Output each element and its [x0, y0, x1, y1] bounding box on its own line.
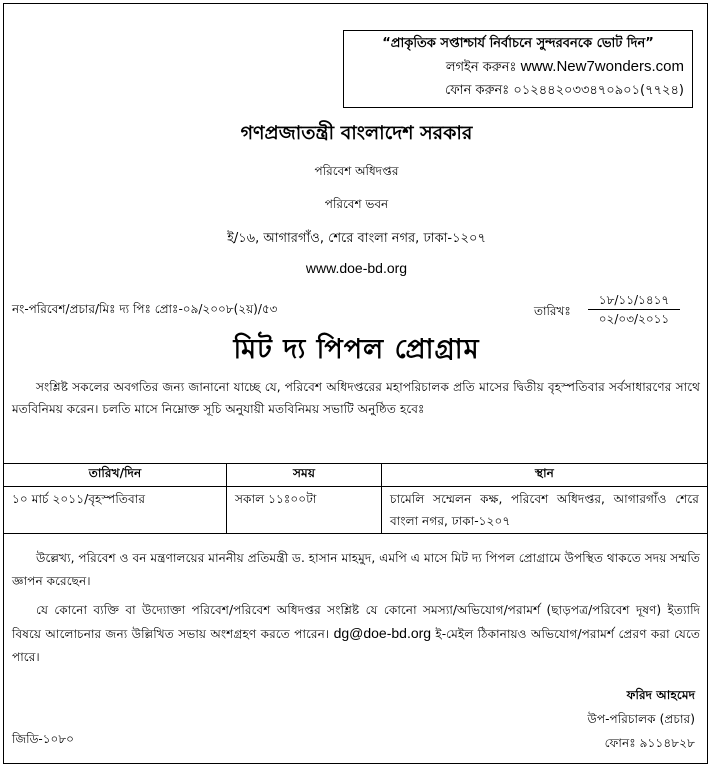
schedule-header-row: [4, 464, 708, 487]
cell-place: চামেলি সম্মেলন কক্ষ, পরিবেশ অধিদপ্তর, আগারগাঁও শেরে বাংলা নগর, ঢাকা-১২০৭: [382, 487, 708, 534]
invite-email-tail: ই-মেইল ঠিকানায়ও অভিযোগ/পরামর্শ প্রেরণ করা যেতে পারে।: [12, 627, 700, 664]
government-title: গণপ্রজাতন্ত্রী বাংলাদেশ সরকার: [240, 122, 473, 144]
header-place: স্থান: [382, 464, 708, 487]
office-website[interactable]: www.doe-bd.org: [305, 260, 408, 276]
memo-number: নং-পরিবেশ/প্রচার/মিঃ দ্য পিঃ প্রোঃ-০৯/২০০৮(২য়)/৫৩: [12, 302, 278, 316]
header-date: তারিখ/দিন: [4, 464, 227, 487]
ad-code: জিডি-১০৮০: [12, 732, 74, 746]
campaign-box: [343, 30, 693, 108]
cell-date: ১০ মার্চ ২০১১/বৃহস্পতিবার: [4, 487, 227, 534]
table-row: [4, 487, 708, 534]
department-name: পরিবেশ অধিদপ্তর: [314, 164, 399, 178]
intro-paragraph: সংশ্লিষ্ট সকলের অবগতির জন্য জানানো যাচ্ছে যে, পরিবেশ অধিদপ্তরের মহাপরিচালক প্রতি মাসের দ্বিতীয় বৃহস্পতিবার সর্বসাধারণের সাথে মতবিনিময় করেন। চলতি মাসে নিম্নোক্ত সূচি অনুযায়ী মতবিনিময় সভাটি অনুষ্ঠিত হবেঃ: [12, 380, 700, 416]
campaign-login-row: [352, 55, 684, 79]
notice-headline: মিট দ্য পিপল প্রোগ্রাম: [233, 334, 480, 365]
invite-paragraph: [12, 599, 700, 669]
office-address: ই/১৬, আগারগাঁও, শেরে বাংলা নগর, ঢাকা-১২০৭: [227, 231, 486, 246]
signatory-designation: উপ-পরিচালক (প্রচার): [587, 712, 695, 726]
invite-text: যে কোনো ব্যক্তি বা উদ্যোক্তা পরিবেশ/পরিবেশ অধিদপ্তর সংশ্লিষ্ট যে কোনো সমস্যা/অভিযোগ/পরামর্শ (ছাড়পত্র/পরিবেশ দূষণ) ইত্যাদি বিষয়ে আলোচনার জন্য উল্লিখিত সভায় অংশগ্রহণ করতে পারেন।: [12, 603, 700, 641]
phone-label: ফোন করুনঃ: [445, 83, 510, 98]
phone-number: ০১২৪৪২০৩৩৪৭০৯০১(৭৭২৪): [513, 83, 684, 98]
header-time: সময়: [227, 464, 382, 487]
cell-time: সকাল ১১ঃ০০টা: [227, 487, 382, 534]
date-gregorian: ০২/০৩/২০১১: [598, 312, 670, 326]
date-label: তারিখঃ: [534, 304, 571, 318]
signatory-phone: ফোনঃ ৯১১৪৮২৮: [604, 736, 695, 750]
date-stack: [588, 292, 680, 327]
signature-block: [510, 683, 695, 755]
building-name: পরিবেশ ভবন: [324, 197, 389, 211]
contact-email[interactable]: dg@doe-bd.org: [333, 625, 432, 641]
login-label: লগইন করুনঃ: [445, 60, 517, 75]
note-paragraph: উল্লেখ্য, পরিবেশ ও বন মন্ত্রণালয়ের মাননীয় প্রতিমন্ত্রী ড. হাসান মাহমুদ, এমপি এ মাসে মিট দ্য পিপল প্রোগ্রামে উপস্থিত থাকতে সদয় সম্মতি জ্ঞাপন করেছেন।: [12, 551, 700, 588]
campaign-slogan: “প্রাকৃতিক সপ্তাশ্চার্য নির্বাচনে সুন্দরবনকে ভোট দিন”: [382, 36, 654, 51]
campaign-phone-row: [352, 79, 684, 102]
date-bangla: ১৮/১১/১৪১৭: [588, 292, 680, 310]
login-url[interactable]: www.New7wonders.com: [520, 58, 684, 75]
signatory-name: ফরিদ আহমেদ: [626, 688, 695, 702]
schedule-table: [3, 463, 708, 534]
